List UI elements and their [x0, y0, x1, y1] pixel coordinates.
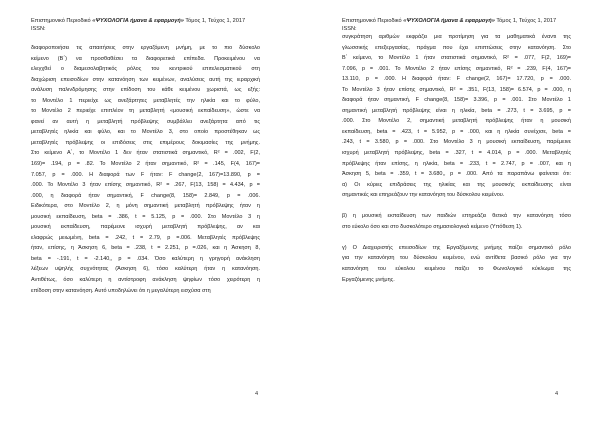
page-header — [342, 17, 556, 33]
text-line: στο εύκολο όσο και στο δυσκολότερο σημασιολογικά κείμενο (Υπόθεση 1). — [342, 223, 523, 230]
header-journal-line — [342, 17, 556, 25]
body-text — [31, 43, 260, 296]
text-line: φανεί αν αυτή η μεταβλητή πρόβλεψης συμβάλλει ανεξάρτητα από τις — [31, 118, 260, 125]
volume-issue: Τόμος 1, Τεύχος 1, 2017 — [496, 18, 557, 24]
text-line: Ειδικότερα, στο Μοντέλο 2, η μόνη σημαντική μεταβλητή πρόβλεψης ήταν η — [31, 203, 260, 210]
text-line: μουσική εκπαίδευση, beta = .386, t = 5.125, p = .000. Στο Μοντέλο 3 η — [31, 213, 260, 220]
text-line: μεταβλητές ηλικία και φύλο, και το Μοντέλο 3, στο οποίο προστέθηκαν ως — [31, 129, 260, 136]
text-line: .000. Στο Μοντέλο 2, σημαντική μεταβλητή πρόβλεψης ήταν η μουσική — [342, 118, 571, 125]
text-line: 7.096, p = .001. Το Μοντέλο 2 ήταν επίσης σημαντικό, R² = .239, F(4, 167)= — [342, 65, 571, 72]
text-line: ελαφρώς μειωμένη, beta = .242, t = 2.79, p =.006. Μεταβλητές πρόβλεψης — [31, 234, 260, 241]
paragraph-gap — [342, 232, 571, 243]
issn-label: ISSN: — [342, 26, 357, 33]
text-line: επίδοση στην κατανόηση. Αυτό υποδηλώνει ότι η μεγαλύτερη εισχύσα στη — [31, 287, 211, 294]
text-line: κείμενο (Β΄) να προσθαθέσει τα διαφορετικά επίπεδα. Προκειμένου να — [31, 55, 260, 62]
page-header — [31, 17, 245, 33]
text-line: διαχώριση επεισοδίων στην κατανόηση των κειμένων, αναλύσεις αυτή της ιεραρχική — [31, 76, 260, 83]
header-journal-line — [31, 17, 245, 25]
text-line: ελεγχθεί ο διαμεσολαβητικός ρόλος του κεντρικού επιτελεσματικού στη — [31, 66, 260, 73]
text-line: γ) Ο Διαχειριστής επεισοδίων της Εργαζόμενης μνήμης παίζει σημαντικό ρόλο — [342, 244, 571, 251]
text-line: ήταν, επίσης, η Άσκηση 6, beta = .238, t = 2.251, p =.026, και η Άσκηση 8, — [31, 245, 260, 252]
paragraph-gap — [342, 201, 571, 212]
text-line: ανάλυση παλινδρόμησης στην επίδοση του κάθε κειμένου χωριστά, ως εξής: — [31, 87, 260, 94]
text-line: .243, t = 3.580, p = .000. Στο Μοντέλο 3 η μουσική εκπαίδευση, παρέμεινε — [342, 139, 571, 146]
text-line: 13.110, p = .000. Η διαφορά ήταν: F change(2, 167)= 17.720, p = .000. — [342, 76, 571, 83]
text-line: μεταβλητές πρόβλεψης οι επιδόσεις στις επιμέρους δοκιμασίες της μνήμης. — [31, 139, 260, 146]
journal-prefix: Επιστημονικό Περιοδικό — [31, 18, 91, 24]
text-line: 169)= .194, p = .82. Το Μοντέλο 2 ήταν σημαντικό, R² = .145, F(4, 167)= — [31, 161, 260, 168]
text-line: .000. Το Μοντέλο 3 ήταν επίσης σημαντικό, R² = .267, F(13, 158) = 4.434, p = — [31, 182, 260, 189]
text-line: για την κατανόηση του δύσκολου κειμένου, ενώ αντίθετα βασικό ρόλο για την — [342, 255, 571, 262]
text-line: Εργαζόμενης μνήμης. — [342, 276, 395, 283]
body-text — [342, 32, 571, 285]
right-page — [300, 0, 600, 424]
text-line: Άσκηση 5, beta = .359, t = 3.680,, p = .000. Από τα παραπάνω φαίνεται ότι: — [342, 171, 571, 178]
text-line: α) Οι κύριες επιδράσεις της ηλικίας και της μουσικής εκπαίδευσης είναι — [342, 181, 571, 188]
volume-issue: Τόμος 1, Τεύχος 1, 2017 — [185, 18, 246, 24]
text-line: .000, η διαφορά ήταν σημαντική, F change(8, 158)= 2.849, p = .006. — [31, 192, 260, 199]
text-line: το Μοντέλο 1 περιείχε ως ανεξάρτητες μεταβλητές την ηλικία και το φύλο, — [31, 97, 260, 104]
text-line: συγκράτηση αριθμών εκφράζει μια προτίμηση για τα μαθηματικά έναντι της — [342, 34, 571, 40]
text-line: γλωσσικής επεξεργασίας, πράγμα που έχει επιπτώσεις στην κατανόηση. Στο — [342, 44, 571, 51]
text-line: πρόβλεψης ήταν επίσης, η ηλικία, beta = .233, t = 2.747, p = .007, και η — [342, 160, 571, 167]
journal-title: «ΨΥΧΟΛΟΓΙΑ ήμανα & εφαρμογή» — [92, 18, 184, 24]
page-number: 4 — [555, 391, 559, 397]
text-line: Αντιθέτως, όσο καλύτερη η αντίστροφη ανάκληση ψηφίων τόσο χειρότερη η — [31, 277, 260, 284]
text-line: β) η μουσική εκπαίδευση των παιδιών επηρεάζει θετικά την κατανόηση τόσο — [342, 213, 571, 220]
text-line: το Μοντέλο 2 περιείχε επιπλέον τη μεταβλητή «μουσική εκπαίδευση», ώστε να — [31, 108, 260, 115]
text-line: μουσική εκπαίδευση, παρέμεινε ισχυρή μεταβλητή πρόβλεψης, αν και — [31, 224, 260, 231]
journal-title: «ΨΥΧΟΛΟΓΙΑ ήμανα & εφαρμογή» — [403, 18, 495, 24]
text-line: Στο κείμενο Α΄, το Μοντέλο 1 δεν ήταν στατιστικά σημαντικό, R² = .002, F(2, — [31, 150, 260, 157]
text-line: διαφορά ήταν σημαντική, F change(8, 158)= 3.396, p = .001. Στο Μοντέλο 1 — [342, 97, 571, 104]
text-line: λέξεων υψηλής συχνότητας (Άσκηση 6), τόσο καλύτερη ήταν η κατανόηση. — [31, 266, 260, 273]
text-line: διαφοροποιήσει τις απαιτήσεις στην εργαζόμενη μνήμη, με το πιο δύσκολο — [31, 45, 260, 51]
text-line: Β΄ κείμενο, το Μοντέλο 1 ήταν στατιστικά σημαντικό, R² = .077, F(2, 169)= — [342, 55, 571, 62]
text-line: κατανόηση του εύκολου κειμένου παίζει το Φωνολογικό κύκλωμα της — [342, 266, 571, 273]
text-line: beta = -.191, t = -2.140,, p = .034. Όσο καλύτερη η γρηγορή ανάκληση — [31, 255, 260, 262]
text-line: ισχυρή μεταβλητή πρόβλεψης, beta = .327, t = 4.014, p = .000. Μεταβλητές — [342, 150, 571, 157]
issn-label: ISSN: — [31, 26, 46, 33]
page-number: 4 — [255, 391, 259, 397]
text-line: Το Μοντέλο 3 ήταν επίσης σημαντικό, R² = .351, F(13, 158)= 6.574, p = .000, η — [342, 86, 571, 93]
text-line: 7.057, p = .000. Η διαφορά των F ήταν: F change(2, 167)=13.890, p = — [31, 171, 260, 178]
journal-prefix: Επιστημονικό Περιοδικό — [342, 18, 402, 24]
text-line: σημαντική μεταβλητή πρόβλεψης είναι η ηλικία, beta = .273, t = 3.695, p = — [342, 107, 571, 114]
text-line: εκπαίδευση, beta = .423, t = 5.952, p = .000, και η ηλικία συνέχισε, beta = — [342, 128, 571, 135]
text-line: σημαντικές και επηρεάζουν την κατανόηση του δύσκολου κειμένου. — [342, 192, 505, 199]
